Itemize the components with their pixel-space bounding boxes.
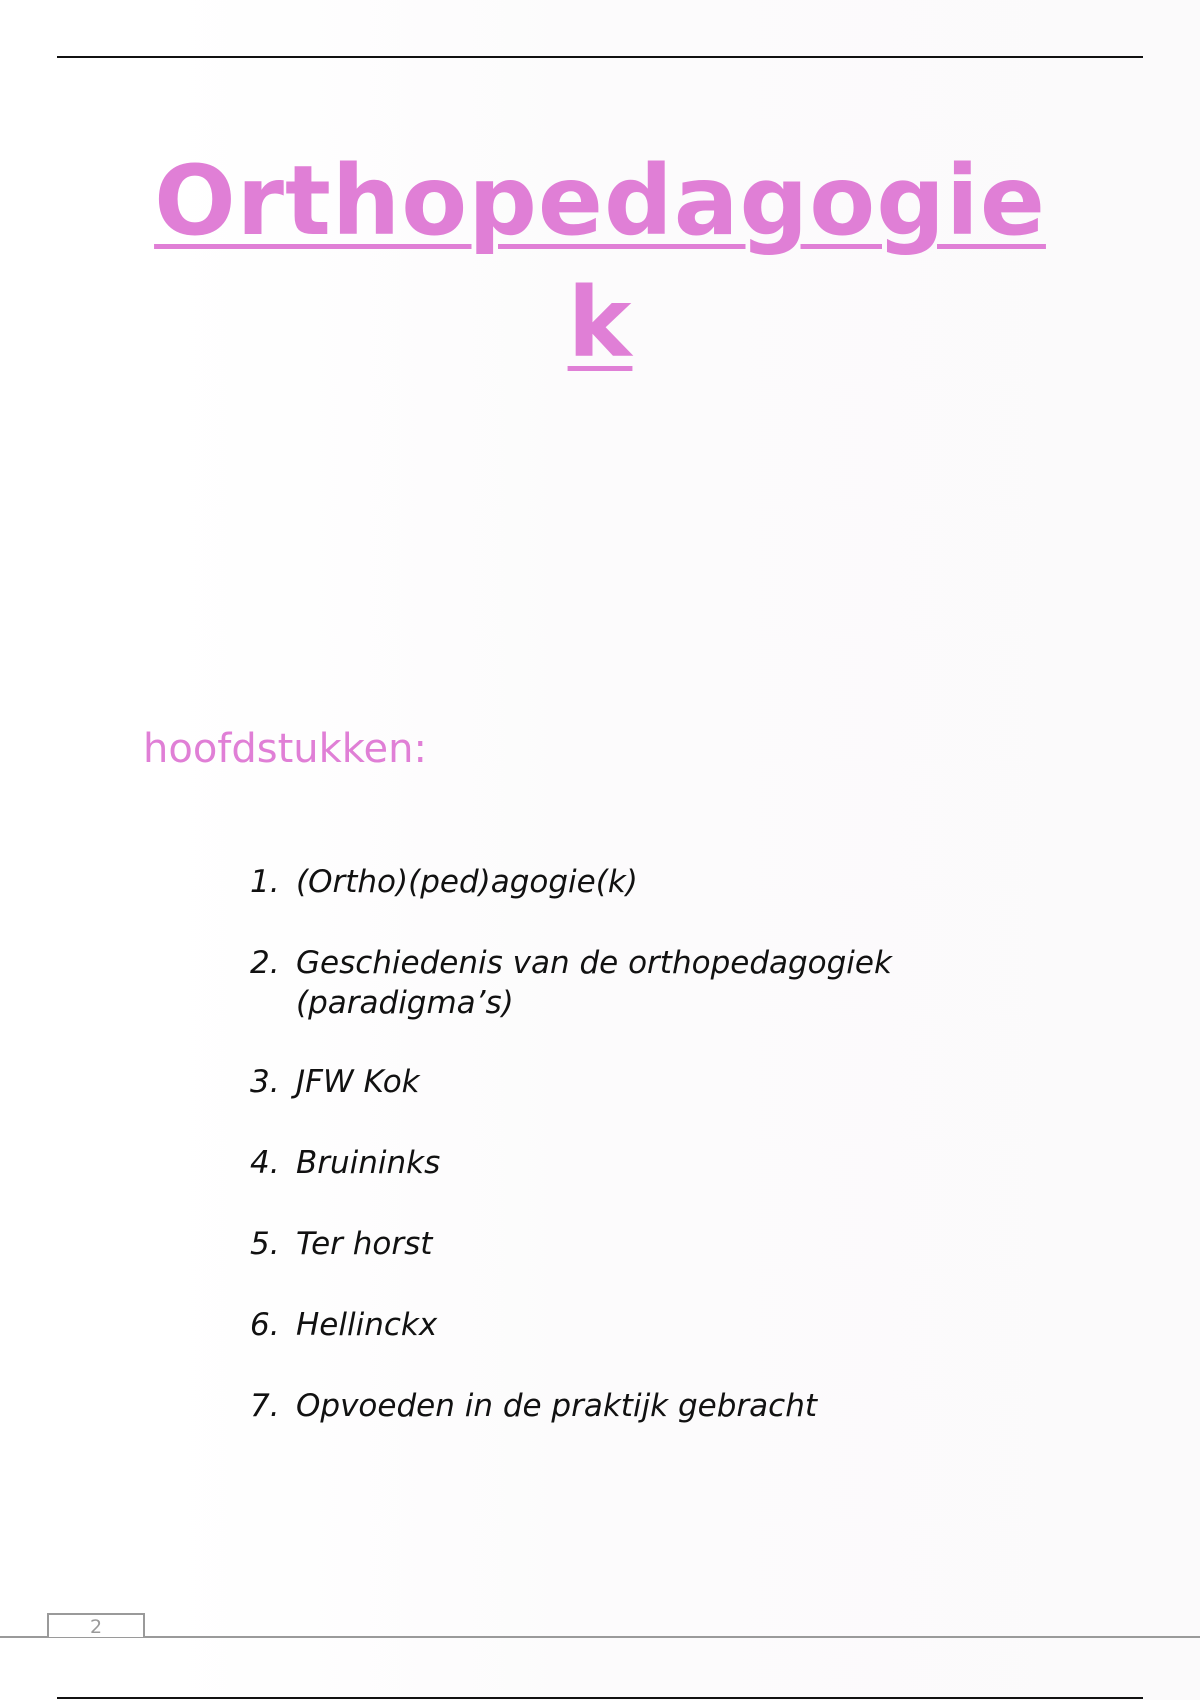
chapters-heading: hoofdstukken:: [143, 726, 427, 772]
chapter-number: 1.: [250, 864, 280, 900]
header-rule: [57, 56, 1143, 58]
chapter-item-6: [250, 1305, 970, 1345]
chapter-number: 2.: [250, 945, 280, 981]
document-title: [90, 140, 1110, 384]
chapter-number: 6.: [250, 1307, 280, 1343]
chapter-title: Opvoeden in de praktijk gebracht: [296, 1388, 818, 1424]
chapter-number: 4.: [250, 1145, 280, 1181]
chapter-item-1: [250, 862, 970, 902]
chapter-item-4: [250, 1143, 970, 1183]
chapter-title-continued: (paradigma’s): [296, 985, 514, 1021]
chapter-item-3: [250, 1062, 970, 1102]
bottom-rule: [57, 1697, 1143, 1699]
footer-rule: [0, 1636, 1200, 1638]
chapter-number: 7.: [250, 1388, 280, 1424]
chapter-title: Bruininks: [296, 1145, 441, 1181]
title-line-2: k: [567, 267, 633, 379]
chapter-item-7: [250, 1386, 970, 1426]
chapter-number: 3.: [250, 1064, 280, 1100]
chapter-list: [250, 862, 970, 1467]
chapter-title: JFW Kok: [296, 1064, 420, 1100]
chapter-item-2: [250, 943, 970, 1023]
chapter-title: Geschiedenis van de orthopedagogiek: [296, 945, 892, 981]
chapter-item-5: [250, 1224, 970, 1264]
page-number: 2: [89, 1616, 103, 1638]
chapter-title: Ter horst: [296, 1226, 433, 1262]
chapter-number: 5.: [250, 1226, 280, 1262]
title-line-1: Orthopedagogie: [154, 145, 1046, 257]
page-number-tab: [47, 1613, 145, 1637]
chapter-title: Hellinckx: [296, 1307, 438, 1343]
chapter-title: (Ortho)(ped)agogie(k): [296, 864, 638, 900]
